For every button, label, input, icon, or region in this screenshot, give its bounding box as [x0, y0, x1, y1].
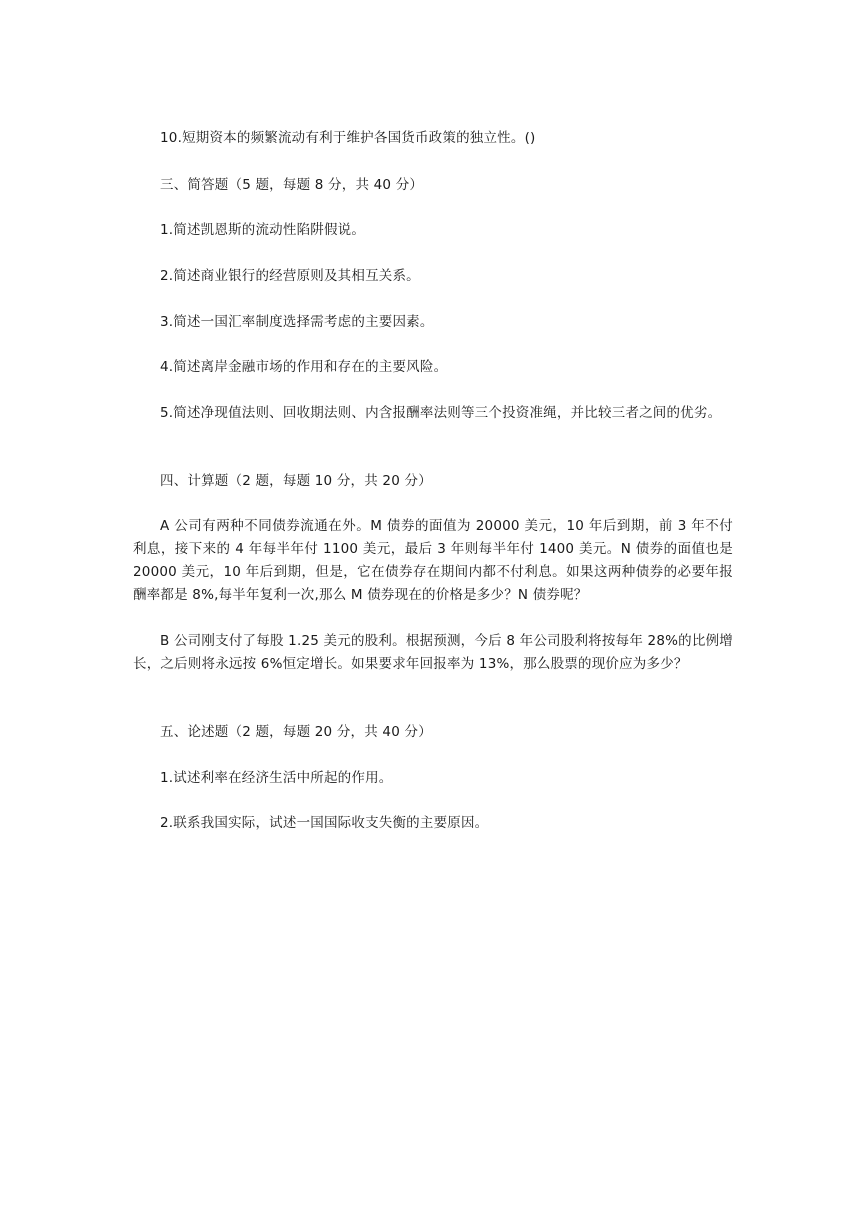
calculation-question-b: B 公司刚支付了每股 1.25 美元的股利。根据预测，今后 8 年公司股利将按每年 28%的比例增长，之后则将永远按 6%恒定增长。如果要求年回报率为 13%，那么股票的现价应为多少？ [133, 633, 733, 672]
section-heading-short-answer: 三、简答题（5 题，每题 8 分，共 40 分） [160, 177, 424, 193]
essay-question-2: 2.联系我国实际，试述一国国际收支失衡的主要原因。 [160, 815, 489, 831]
essay-question-1: 1.试述利率在经济生活中所起的作用。 [160, 770, 393, 786]
section-heading-calculation: 四、计算题（2 题，每题 10 分，共 20 分） [160, 473, 432, 489]
short-answer-question-3: 3.简述一国汇率制度选择需考虑的主要因素。 [160, 314, 434, 330]
calculation-question-a: A 公司有两种不同债券流通在外。M 债券的面值为 20000 美元，10 年后到期，前 3 年不付利息，接下来的 4 年每半年付 1100 美元，最后 3 年则每半年付 1400 美元。N 债券的面值也是 20000 美元，10 年后到期，但是，它在债券存在期间内都不付利息。如果这两种债券的必要年报酬率都是 8%,每半年复利一次,那么 M 债券现在的价格是多少？N 债券呢？ [133, 518, 733, 603]
short-answer-question-1: 1.简述凯恩斯的流动性陷阱假说。 [160, 222, 366, 238]
short-answer-question-5: 5.简述净现值法则、回收期法则、内含报酬率法则等三个投资准绳，并比较三者之间的优劣。 [160, 405, 722, 421]
question-10-true-false: 10.短期资本的频繁流动有利于维护各国货币政策的独立性。() [160, 130, 536, 146]
short-answer-question-2: 2.简述商业银行的经营原则及其相互关系。 [160, 268, 420, 284]
section-heading-essay: 五、论述题（2 题，每题 20 分，共 40 分） [160, 724, 432, 740]
short-answer-question-4: 4.简述离岸金融市场的作用和存在的主要风险。 [160, 359, 448, 375]
